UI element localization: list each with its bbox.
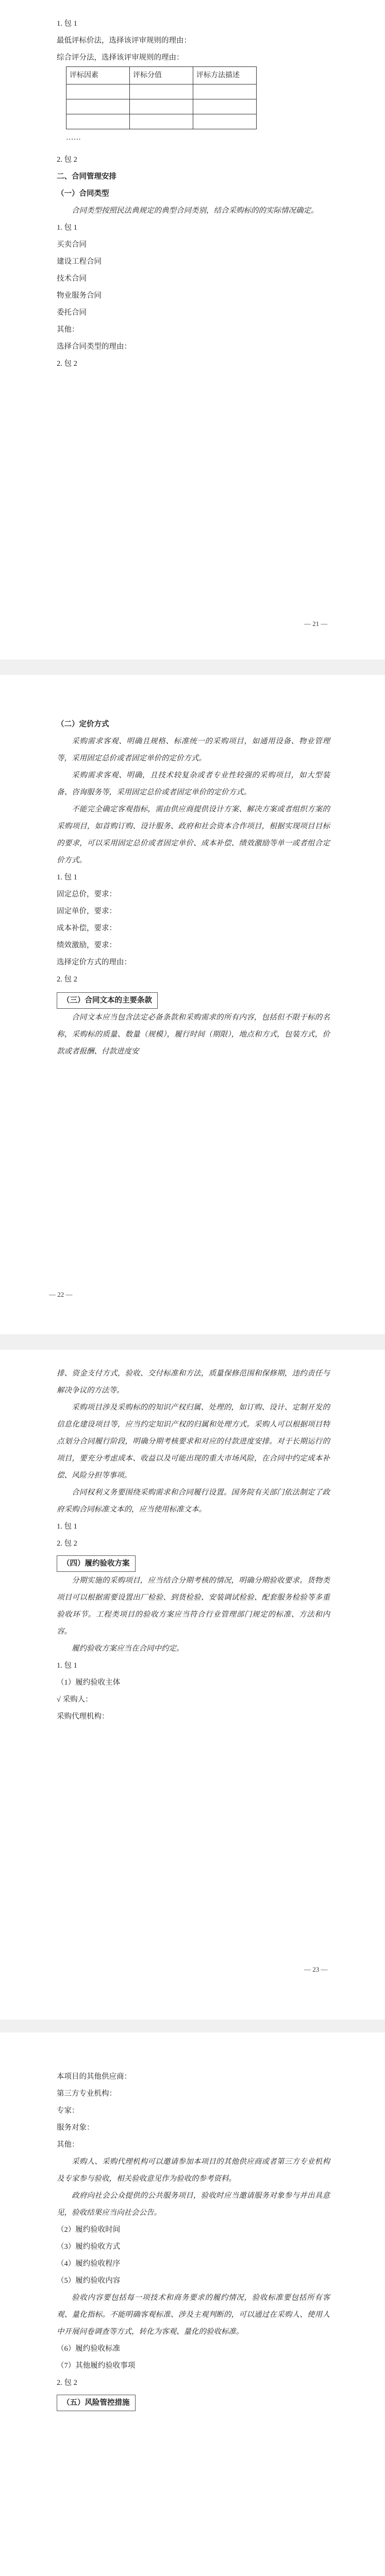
list-item: 专家： bbox=[57, 2107, 79, 2115]
paragraph: 合同文本应当包含法定必备条款和采购需求的所有内容，包括但不限于标的名称，采购标的质量、数量（规模），履行时间（期限），地点和方式，包装方式，价款或者报酬、付款进度安 bbox=[57, 1013, 330, 1056]
list-item: 2. 包 2 bbox=[57, 360, 77, 368]
text-line: 2. 包 2 bbox=[57, 156, 77, 164]
list-item: （5）履约验收内容 bbox=[57, 2277, 121, 2285]
list-item: （1）履约验收主体 bbox=[57, 1679, 121, 1687]
list-item: 本项目的其他供应商： bbox=[57, 2073, 131, 2081]
list-item: 服务对象： bbox=[57, 2124, 94, 2132]
section-title: 二、合同管理安排 bbox=[57, 173, 116, 181]
list-item: 成本补偿，要求： bbox=[57, 924, 116, 933]
paragraph: 不能完全确定客观指标，需由供应商提供设计方案、解决方案或者组织方案的采购项目，如首购订购、设计服务、政府和社会资本合作项目，根据实现项目目标的要求，可以采用固定总价或者固定单价、成本补偿、绩效激励等单一或者组合定价方式。 bbox=[57, 805, 330, 865]
list-item: 技术合同 bbox=[57, 275, 87, 283]
list-item: 其他： bbox=[57, 326, 79, 334]
list-item: 1. 包 1 bbox=[57, 1662, 77, 1670]
page-24 bbox=[0, 2032, 385, 2576]
text-line: 1. 包 1 bbox=[57, 20, 77, 28]
list-item: 1. 包 1 bbox=[57, 1522, 77, 1531]
text-line: 综合评分法，选择该评审规则的理由： bbox=[57, 54, 184, 62]
table-row bbox=[66, 84, 257, 99]
list-item: 选择定价方式的理由： bbox=[57, 958, 131, 967]
checked-option: √ 采购人： bbox=[57, 1696, 93, 1704]
page-23 bbox=[0, 1350, 385, 2020]
list-item: （3）履约验收方式 bbox=[57, 2243, 121, 2251]
table-row bbox=[66, 114, 257, 129]
table-row bbox=[66, 99, 257, 114]
list-item: 其他： bbox=[57, 2141, 79, 2149]
list-item: 固定单价，要求： bbox=[57, 907, 116, 916]
list-item: 物业服务合同 bbox=[57, 292, 102, 300]
page-gap bbox=[0, 2020, 385, 2032]
paragraph: 合同类型按照民法典规定的典型合同类别，结合采购标的的实际情况确定。 bbox=[72, 207, 319, 215]
page-number: — 23 — bbox=[304, 1965, 328, 1973]
list-item: 1. 包 1 bbox=[57, 224, 77, 232]
list-item: （2）履约验收时间 bbox=[57, 2226, 121, 2234]
table-header-row bbox=[66, 67, 257, 84]
list-item: 选择合同类型的理由： bbox=[57, 343, 131, 351]
subsection-title: （三）合同文本的主要条款 bbox=[57, 992, 158, 1009]
paragraph: 采购人、采购代理机构可以邀请参加本项目的其他供应商或者第三方专业机构及专家参与验收，相关验收意见作为验收的参考资料。 bbox=[57, 2158, 330, 2183]
subsection-title: （五）风险管控措施 bbox=[57, 2395, 136, 2411]
subsection-title: （四）履约验收方案 bbox=[57, 1555, 136, 1572]
list-item: 绩效激励，要求： bbox=[57, 941, 116, 950]
list-item: （6）履约验收标准 bbox=[57, 2345, 121, 2353]
list-item: 买卖合同 bbox=[57, 241, 87, 249]
evaluation-table bbox=[66, 66, 257, 129]
paragraph: 采购需求客观、明确，且技术较复杂或者专业性较强的采购项目，如大型装备、咨询服务等，采用固定总价或者固定单价的定价方式。 bbox=[57, 771, 330, 796]
list-item: 采购代理机构： bbox=[57, 1713, 109, 1721]
page-number: — 22 — bbox=[49, 1291, 73, 1298]
paragraph: 合同权利义务要围绕采购需求和合同履行设置。国务院有关部门依法制定了政府采购合同标准文本的，应当使用标准文本。 bbox=[57, 1488, 330, 1514]
list-item: 2. 包 2 bbox=[57, 975, 77, 984]
page-21 bbox=[0, 0, 385, 659]
list-item: 委托合同 bbox=[57, 309, 87, 317]
paragraph: 履约验收方案应当在合同中约定。 bbox=[72, 1645, 184, 1653]
subsection-title: （一）合同类型 bbox=[57, 190, 109, 198]
paragraph: 验收内容要包括每一项技术和商务要求的履约情况，验收标准要包括所有客观、量化指标。不能明确客观标准、涉及主观判断的，可以通过在采购人、使用人中开展问卷调查等方式，转化为客观、量化的验收标准。 bbox=[57, 2294, 330, 2336]
page-gap bbox=[0, 659, 385, 675]
list-item: 2. 包 2 bbox=[57, 1539, 77, 1548]
text-line: 最低评标价法，选择该评审规则的理由： bbox=[57, 37, 191, 45]
list-item: 2. 包 2 bbox=[57, 2379, 77, 2387]
paragraph: 采购需求客观、明确且规格、标准统一的采购项目，如通用设备、物业管理等，采用固定总价或者固定单价的定价方式。 bbox=[57, 737, 330, 762]
table-header-cell: 评标方法描述 bbox=[193, 67, 257, 84]
list-item: （4）履约验收程序 bbox=[57, 2260, 121, 2268]
paragraph: 采购项目涉及采购标的的知识产权归属、处理的，如订购、设计、定制开发的信息化建设项目等，应当约定知识产权的归属和处理方式。采购人可以根据项目特点划分合同履行阶段，明确分期考核要求和对应的付款进度安排。对于长期运行的项目，要充分考虑成本、收益以及可能出现的重大市场风险，在合同中约定成本补偿、风险分担等事项。 bbox=[57, 1403, 330, 1480]
page-gap bbox=[0, 1334, 385, 1350]
subsection-title: （二）定价方式 bbox=[57, 720, 109, 728]
paragraph: 排、资金支付方式，验收、交付标准和方法，质量保修范围和保修期，违约责任与解决争议的方法等。 bbox=[57, 1369, 330, 1395]
list-item: 固定总价，要求： bbox=[57, 890, 116, 899]
list-item: 第三方专业机构： bbox=[57, 2090, 116, 2098]
table-header-cell: 评标因素 bbox=[66, 67, 130, 84]
page-22 bbox=[0, 675, 385, 1334]
list-item: 1. 包 1 bbox=[57, 873, 77, 882]
page-number: — 21 — bbox=[304, 620, 328, 628]
list-item: （7）其他履约验收事项 bbox=[57, 2362, 136, 2370]
table-header-cell: 评标分值 bbox=[130, 67, 193, 84]
paragraph: 政府向社会公众提供的公共服务项目，验收时应当邀请服务对象参与并出具意见，验收结果应当向社会公告。 bbox=[57, 2192, 330, 2217]
ellipsis-line: …… bbox=[66, 133, 81, 142]
list-item: 建设工程合同 bbox=[57, 258, 102, 266]
paragraph: 分期实施的采购项目，应当结合分期考核的情况，明确分期验收要求。货物类项目可以根据需要设置出厂检验、到货检验、安装调试检验、配套服务检验等多重验收环节。工程类项目的验收方案应当符合行业管理部门规定的标准、方法和内容。 bbox=[57, 1577, 330, 1636]
